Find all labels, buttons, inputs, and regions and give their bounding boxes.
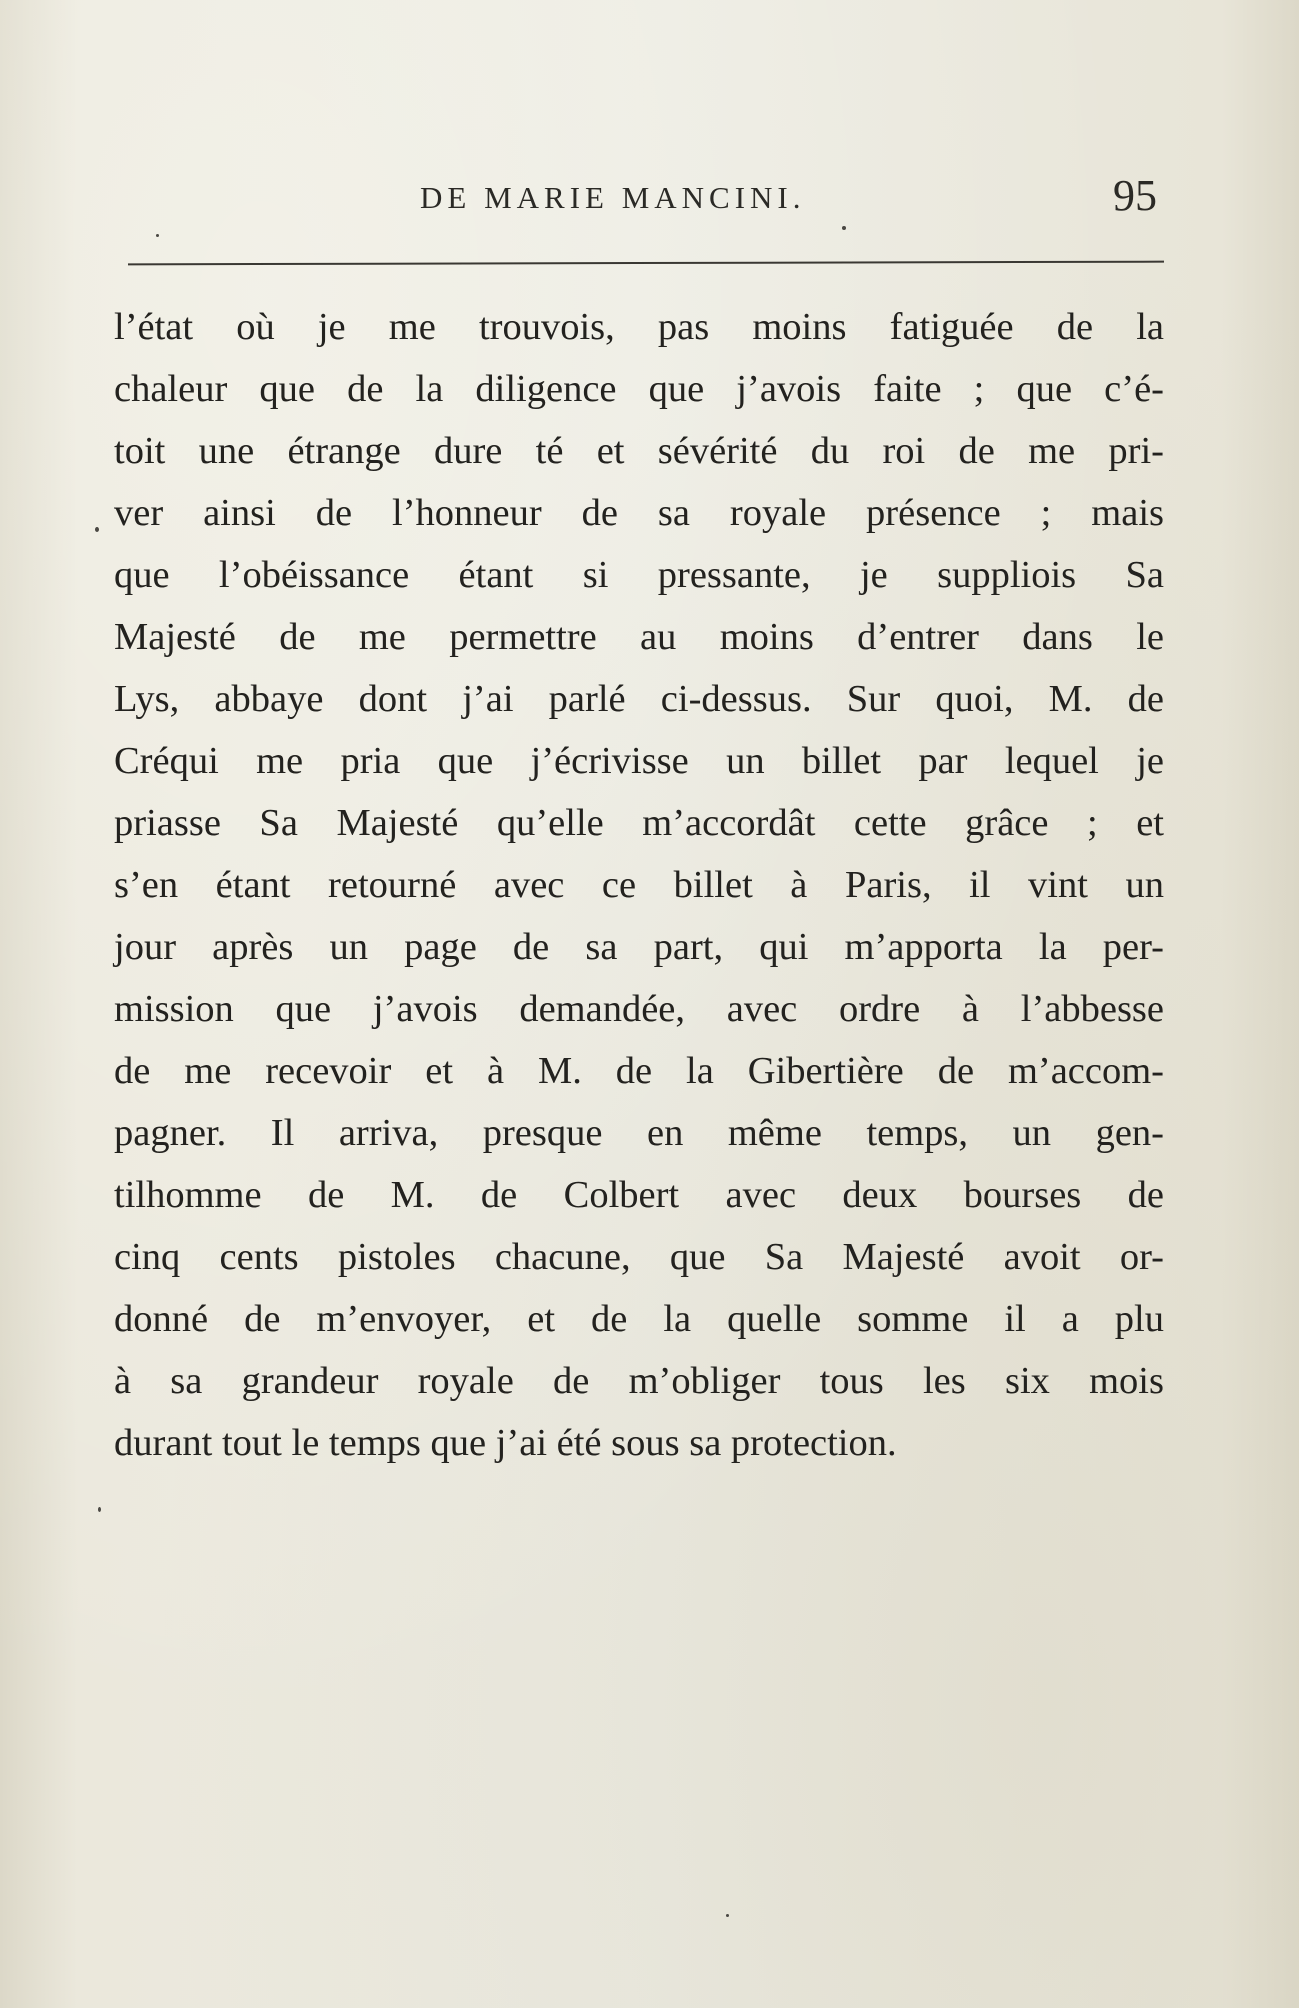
text-line: Créqui me pria que j’écrivisse un billet par lequel je [114, 740, 1164, 782]
text-line: jour après un page de sa part, qui m’apporta la per- [114, 926, 1164, 968]
paper-speck [842, 226, 846, 230]
text-line: que l’obéissance étant si pressante, je suppliois Sa [114, 554, 1164, 596]
header-rule [128, 261, 1164, 266]
text-line: toit une étrange dure té et sévérité du roi de me pri- [114, 430, 1164, 472]
page-number: 95 [1113, 171, 1157, 220]
paper-speck [98, 1507, 101, 1512]
page-header [0, 170, 1299, 230]
text-line: de me recevoir et à M. de la Gibertière de m’accom- [114, 1050, 1164, 1092]
paper-speck [156, 234, 159, 237]
text-line: tilhomme de M. de Colbert avec deux bourses de [114, 1174, 1164, 1216]
text-line: mission que j’avois demandée, avec ordre à l’abbesse [114, 988, 1164, 1030]
text-line: donné de m’envoyer, et de la quelle somme il a plu [114, 1298, 1164, 1340]
text-line: durant tout le temps que j’ai été sous sa protection. [114, 1422, 897, 1464]
text-line: ver ainsi de l’honneur de sa royale présence ; mais [114, 492, 1164, 534]
text-line: Lys, abbaye dont j’ai parlé ci-dessus. Sur quoi, M. de [114, 678, 1164, 720]
text-line: priasse Sa Majesté qu’elle m’accordât cette grâce ; et [114, 802, 1164, 844]
text-line: chaleur que de la diligence que j’avois faite ; que c’é- [114, 368, 1164, 410]
text-line: l’état où je me trouvois, pas moins fatiguée de la [114, 306, 1164, 348]
paper-speck [726, 1914, 729, 1917]
body-text [114, 296, 1164, 1474]
text-line: cinq cents pistoles chacune, que Sa Majesté avoit or- [114, 1236, 1164, 1278]
running-title: DE MARIE MANCINI. [420, 180, 806, 215]
text-line: Majesté de me permettre au moins d’entrer dans le [114, 616, 1164, 658]
text-line: à sa grandeur royale de m’obliger tous les six mois [114, 1360, 1164, 1402]
text-line: s’en étant retourné avec ce billet à Paris, il vint un [114, 864, 1164, 906]
paper-speck [95, 527, 99, 532]
text-line: pagner. Il arriva, presque en même temps, un gen- [114, 1112, 1164, 1154]
